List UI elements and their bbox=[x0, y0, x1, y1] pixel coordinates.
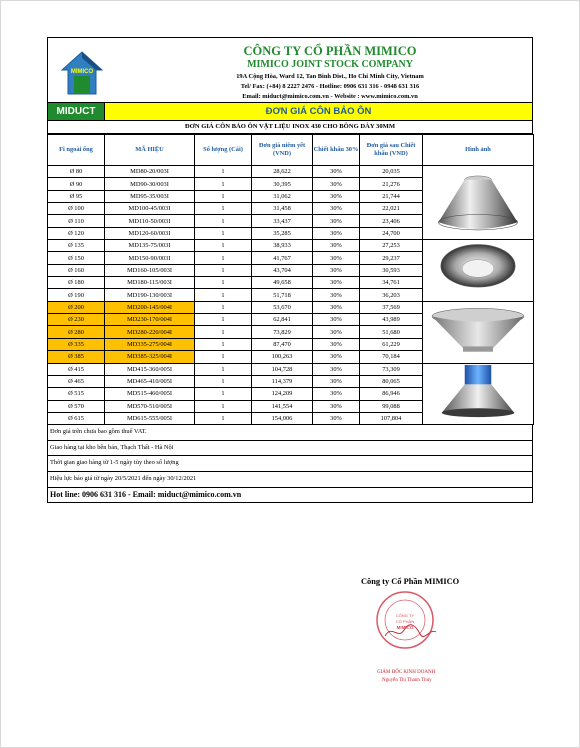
cell-ck: 30% bbox=[313, 190, 360, 202]
company-header bbox=[47, 37, 533, 102]
cell-gia: 124,209 bbox=[252, 388, 313, 400]
cell-ma: MD465-410/005I bbox=[105, 375, 195, 387]
cell-fi: Ø 190 bbox=[48, 289, 105, 301]
cell-ck: 30% bbox=[313, 400, 360, 412]
cell-ck: 30% bbox=[313, 264, 360, 276]
cell-gia: 104,728 bbox=[252, 363, 313, 375]
cell-ck: 30% bbox=[313, 227, 360, 239]
cell-fi: Ø 120 bbox=[48, 227, 105, 239]
cell-fi: Ø 570 bbox=[48, 400, 105, 412]
cell-ck: 30% bbox=[313, 326, 360, 338]
table-subtitle: ĐƠN GIÁ CÔN BẢO ÔN VẬT LIỆU INOX 430 CHO BÔNG DÀY 30MM bbox=[47, 121, 533, 134]
cell-gia: 49,658 bbox=[252, 277, 313, 289]
cell-ck: 30% bbox=[313, 301, 360, 313]
svg-text:CỔ PHẦN: CỔ PHẦN bbox=[395, 619, 415, 624]
cell-sau: 21,744 bbox=[360, 190, 423, 202]
cell-sau: 70,184 bbox=[360, 351, 423, 363]
cell-sl: 1 bbox=[195, 400, 252, 412]
price-document bbox=[47, 37, 533, 503]
cell-sl: 1 bbox=[195, 289, 252, 301]
cell-sl: 1 bbox=[195, 215, 252, 227]
cell-ck: 30% bbox=[313, 166, 360, 178]
brand-label: MIDUCT bbox=[48, 103, 105, 120]
cell-fi: Ø 280 bbox=[48, 326, 105, 338]
cell-sau: 22,021 bbox=[360, 203, 423, 215]
cell-ck: 30% bbox=[313, 412, 360, 424]
product-image-cell bbox=[423, 240, 534, 302]
cell-ck: 30% bbox=[313, 338, 360, 350]
cell-ma: MD180-115/003I bbox=[105, 277, 195, 289]
company-email-web: Email: miduct@mimico.com.vn - Website : www.mimico.com.vn bbox=[242, 93, 418, 100]
cell-gia: 43,704 bbox=[252, 264, 313, 276]
cell-sl: 1 bbox=[195, 338, 252, 350]
cell-sau: 73,309 bbox=[360, 363, 423, 375]
cell-sl: 1 bbox=[195, 412, 252, 424]
cell-gia: 154,006 bbox=[252, 412, 313, 424]
cell-fi: Ø 385 bbox=[48, 351, 105, 363]
cell-sl: 1 bbox=[195, 178, 252, 190]
product-image-cell bbox=[423, 301, 534, 363]
product-image-cell bbox=[423, 166, 534, 240]
svg-text:CÔNG TY: CÔNG TY bbox=[395, 613, 415, 618]
cell-sl: 1 bbox=[195, 252, 252, 264]
handwritten-signature bbox=[380, 622, 440, 642]
cell-sl: 1 bbox=[195, 388, 252, 400]
cell-gia: 114,379 bbox=[252, 375, 313, 387]
cell-gia: 28,622 bbox=[252, 166, 313, 178]
company-contact: Tel/ Fax: (+84) 8 2227 2476 - Hotline: 0906 631 316 - 0948 631 316 bbox=[240, 83, 420, 90]
cell-sau: 23,406 bbox=[360, 215, 423, 227]
logo-text: MIMICO bbox=[70, 69, 94, 75]
cell-ck: 30% bbox=[313, 314, 360, 326]
cell-sau: 29,237 bbox=[360, 252, 423, 264]
cell-gia: 62,841 bbox=[252, 314, 313, 326]
cell-fi: Ø 415 bbox=[48, 363, 105, 375]
cell-sl: 1 bbox=[195, 264, 252, 276]
cell-sau: 20,035 bbox=[360, 166, 423, 178]
header-ma: MÃ HIỆU bbox=[105, 135, 195, 166]
cell-sau: 61,229 bbox=[360, 338, 423, 350]
cell-fi: Ø 110 bbox=[48, 215, 105, 227]
company-name-en: MIMICO JOINT STOCK COMPANY bbox=[247, 59, 413, 70]
table-row bbox=[48, 240, 534, 252]
cell-ck: 30% bbox=[313, 215, 360, 227]
header-sau: Đơn giá sau Chiết khấu (VND) bbox=[360, 135, 423, 166]
price-table bbox=[47, 134, 534, 425]
banner-row bbox=[47, 102, 533, 121]
cell-ma: MD200-145/004I bbox=[105, 301, 195, 313]
svg-text:MIMICO: MIMICO bbox=[396, 625, 414, 630]
cell-fi: Ø 230 bbox=[48, 314, 105, 326]
cell-ma: MD385-325/004I bbox=[105, 351, 195, 363]
product-photo-icon bbox=[425, 242, 531, 295]
cell-sau: 37,569 bbox=[360, 301, 423, 313]
cell-ck: 30% bbox=[313, 178, 360, 190]
cell-sl: 1 bbox=[195, 326, 252, 338]
table-row bbox=[48, 166, 534, 178]
cell-fi: Ø 180 bbox=[48, 277, 105, 289]
cell-fi: Ø 515 bbox=[48, 388, 105, 400]
hotline: Hot line: 0906 631 316 - Email: miduct@mimico.com.vn bbox=[47, 488, 533, 503]
cell-ma: MD415-360/005I bbox=[105, 363, 195, 375]
cell-gia: 41,767 bbox=[252, 252, 313, 264]
product-photo-icon bbox=[425, 304, 531, 357]
table-row bbox=[48, 363, 534, 375]
cell-gia: 33,437 bbox=[252, 215, 313, 227]
cell-fi: Ø 335 bbox=[48, 338, 105, 350]
cell-ma: MD160-105/003I bbox=[105, 264, 195, 276]
cell-gia: 100,263 bbox=[252, 351, 313, 363]
note-delivery-time: Thời gian giao hàng từ 1-5 ngày tùy theo số lượng bbox=[47, 456, 533, 472]
cell-sau: 80,065 bbox=[360, 375, 423, 387]
cell-sl: 1 bbox=[195, 301, 252, 313]
cell-ma: MD280-220/004I bbox=[105, 326, 195, 338]
cell-sl: 1 bbox=[195, 375, 252, 387]
cell-fi: Ø 160 bbox=[48, 264, 105, 276]
header-gia: Đơn giá niêm yết (VND) bbox=[252, 135, 313, 166]
note-vat: Đơn giá trên chưa bao gồm thuế VAT. bbox=[47, 425, 533, 441]
signer-company: Công ty Cổ Phần MIMICO bbox=[361, 577, 460, 586]
header-img: Hình ảnh bbox=[423, 135, 534, 166]
cell-ma: MD100-45/003I bbox=[105, 203, 195, 215]
cell-fi: Ø 465 bbox=[48, 375, 105, 387]
cell-sau: 43,989 bbox=[360, 314, 423, 326]
cell-ma: MD150-90/003I bbox=[105, 252, 195, 264]
cell-ma: MD80-20/003I bbox=[105, 166, 195, 178]
header-sl: Số lượng (Cái) bbox=[195, 135, 252, 166]
cell-gia: 30,395 bbox=[252, 178, 313, 190]
table-row bbox=[48, 301, 534, 313]
cell-gia: 87,470 bbox=[252, 338, 313, 350]
cell-fi: Ø 200 bbox=[48, 301, 105, 313]
cell-sau: 30,593 bbox=[360, 264, 423, 276]
cell-sl: 1 bbox=[195, 203, 252, 215]
company-name-vn: CÔNG TY CỔ PHẦN MIMICO bbox=[243, 44, 417, 58]
cell-sl: 1 bbox=[195, 277, 252, 289]
header-fi: Fi ngoài ống bbox=[48, 135, 105, 166]
note-validity: Hiệu lực báo giá từ ngày 20/5/2021 đến ngày 30/12/2021 bbox=[47, 472, 533, 488]
cell-ck: 30% bbox=[313, 375, 360, 387]
cell-gia: 53,670 bbox=[252, 301, 313, 313]
cell-ma: MD335-275/004I bbox=[105, 338, 195, 350]
cell-sl: 1 bbox=[195, 227, 252, 239]
cell-sl: 1 bbox=[195, 351, 252, 363]
cell-sau: 24,700 bbox=[360, 227, 423, 239]
cell-sau: 86,946 bbox=[360, 388, 423, 400]
cell-sau: 36,203 bbox=[360, 289, 423, 301]
cell-ma: MD230-170/004I bbox=[105, 314, 195, 326]
cell-sl: 1 bbox=[195, 363, 252, 375]
cell-sl: 1 bbox=[195, 166, 252, 178]
cell-sau: 51,680 bbox=[360, 326, 423, 338]
cell-sl: 1 bbox=[195, 314, 252, 326]
cell-gia: 31,458 bbox=[252, 203, 313, 215]
product-image-cell bbox=[423, 363, 534, 425]
cell-ma: MD515-460/005I bbox=[105, 388, 195, 400]
cell-fi: Ø 615 bbox=[48, 412, 105, 424]
cell-fi: Ø 80 bbox=[48, 166, 105, 178]
cell-ck: 30% bbox=[313, 240, 360, 252]
note-delivery-location: Giao hàng tại kho bên bán, Thạch Thất - Hà Nội bbox=[47, 441, 533, 457]
company-address: 19A Cộng Hòa, Ward 12, Tan Binh Dist., Ho Chi Minh City, Vietnam bbox=[236, 73, 424, 80]
cell-ck: 30% bbox=[313, 363, 360, 375]
header-ck: Chiết khấu 30% bbox=[313, 135, 360, 166]
cell-sau: 99,088 bbox=[360, 400, 423, 412]
cell-ck: 30% bbox=[313, 388, 360, 400]
signer-title: GIÁM ĐỐC KINH DOANH bbox=[377, 670, 436, 675]
product-photo-icon bbox=[425, 169, 531, 233]
cell-sl: 1 bbox=[195, 190, 252, 202]
cell-ma: MD135-75/003I bbox=[105, 240, 195, 252]
cell-fi: Ø 100 bbox=[48, 203, 105, 215]
cell-gia: 38,933 bbox=[252, 240, 313, 252]
product-photo-icon bbox=[425, 365, 531, 418]
banner-title: ĐƠN GIÁ CÔN BẢO ÔN bbox=[105, 103, 532, 120]
cell-ck: 30% bbox=[313, 252, 360, 264]
cell-fi: Ø 135 bbox=[48, 240, 105, 252]
cell-ck: 30% bbox=[313, 203, 360, 215]
cell-sau: 27,253 bbox=[360, 240, 423, 252]
cell-gia: 51,718 bbox=[252, 289, 313, 301]
cell-sau: 34,761 bbox=[360, 277, 423, 289]
cell-ma: MD110-50/003I bbox=[105, 215, 195, 227]
cell-ck: 30% bbox=[313, 277, 360, 289]
cell-ma: MD570-510/005I bbox=[105, 400, 195, 412]
cell-ma: MD120-60/003I bbox=[105, 227, 195, 239]
cell-sl: 1 bbox=[195, 240, 252, 252]
cell-ma: MD90-30/003I bbox=[105, 178, 195, 190]
cell-ma: MD190-130/003I bbox=[105, 289, 195, 301]
cell-sau: 107,804 bbox=[360, 412, 423, 424]
cell-ma: MD615-555/005I bbox=[105, 412, 195, 424]
cell-fi: Ø 95 bbox=[48, 190, 105, 202]
cell-ck: 30% bbox=[313, 289, 360, 301]
cell-ma: MD95-35/003I bbox=[105, 190, 195, 202]
signer-name: Nguyễn Thị Thanh Thủy bbox=[382, 678, 432, 683]
cell-fi: Ø 150 bbox=[48, 252, 105, 264]
cell-gia: 73,829 bbox=[252, 326, 313, 338]
cell-fi: Ø 90 bbox=[48, 178, 105, 190]
cell-gia: 141,554 bbox=[252, 400, 313, 412]
cell-gia: 35,285 bbox=[252, 227, 313, 239]
cell-sau: 21,276 bbox=[360, 178, 423, 190]
cell-ck: 30% bbox=[313, 351, 360, 363]
cell-gia: 31,062 bbox=[252, 190, 313, 202]
table-header-row bbox=[48, 135, 534, 166]
